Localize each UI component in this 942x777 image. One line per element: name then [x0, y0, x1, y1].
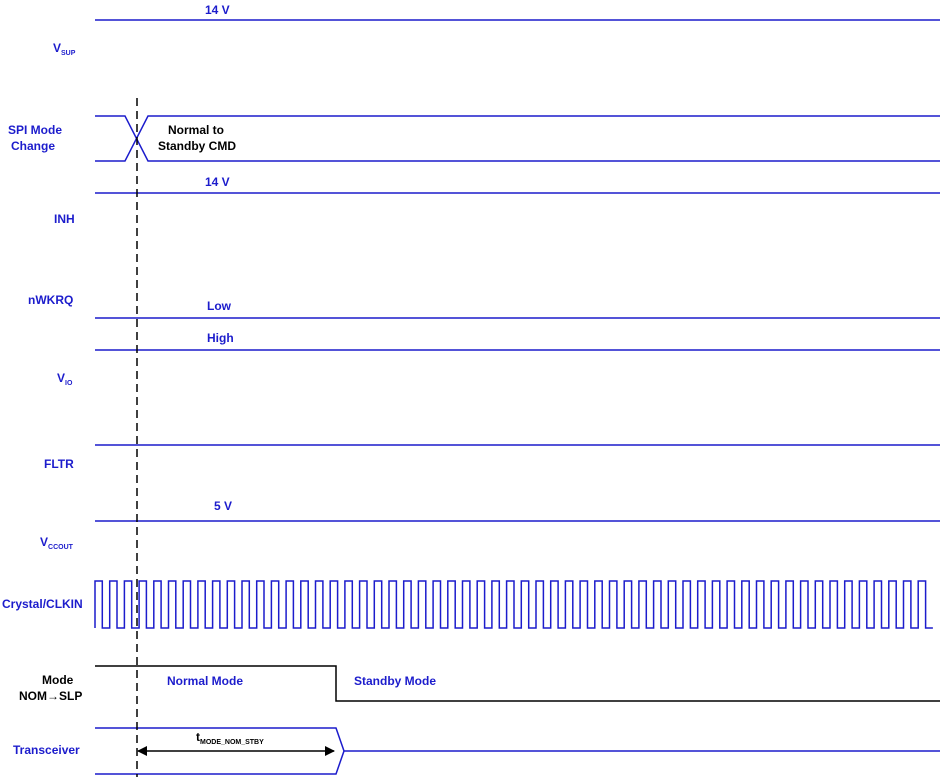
spi-cmd-text-line1: Normal to: [168, 123, 225, 137]
vccout-label: $V_{CCOUT}$: [40, 535, 73, 551]
nwkrq-label: nWKRQ: [28, 293, 74, 307]
spi-cmd-text-line2: Standby CMD: [158, 139, 236, 153]
mode-label-line1: Mode: [42, 673, 74, 687]
vsup-label: $V_{SUP}$: [53, 41, 76, 57]
spi-mode-label-line1: SPI Mode: [8, 123, 63, 137]
fltr-label: FLTR: [44, 457, 74, 471]
vccout-level-label: 5 V: [214, 499, 233, 513]
normal-mode-label: Normal Mode: [167, 674, 244, 688]
standby-mode-label: Standby Mode: [354, 674, 437, 688]
spi-mode-label-line2: Change: [11, 139, 56, 153]
nwkrq-level-label: Low: [207, 299, 231, 313]
vsup-level-label: 14 V: [205, 3, 230, 17]
clk-waveform: [95, 581, 933, 628]
clk-label: Crystal/CLKIN: [2, 597, 83, 611]
inh-label: INH: [54, 212, 75, 226]
transceiver-label: Transceiver: [13, 743, 80, 757]
t-mode-nom-stby-label: $t_{MODE\_NOM\_STBY}$: [196, 730, 264, 746]
mode-label-line2: NOM→SLP: [19, 689, 83, 703]
inh-level-label: 14 V: [205, 175, 230, 189]
vio-level-label: High: [207, 331, 234, 345]
vio-label: $V_{IO}$: [57, 371, 73, 387]
